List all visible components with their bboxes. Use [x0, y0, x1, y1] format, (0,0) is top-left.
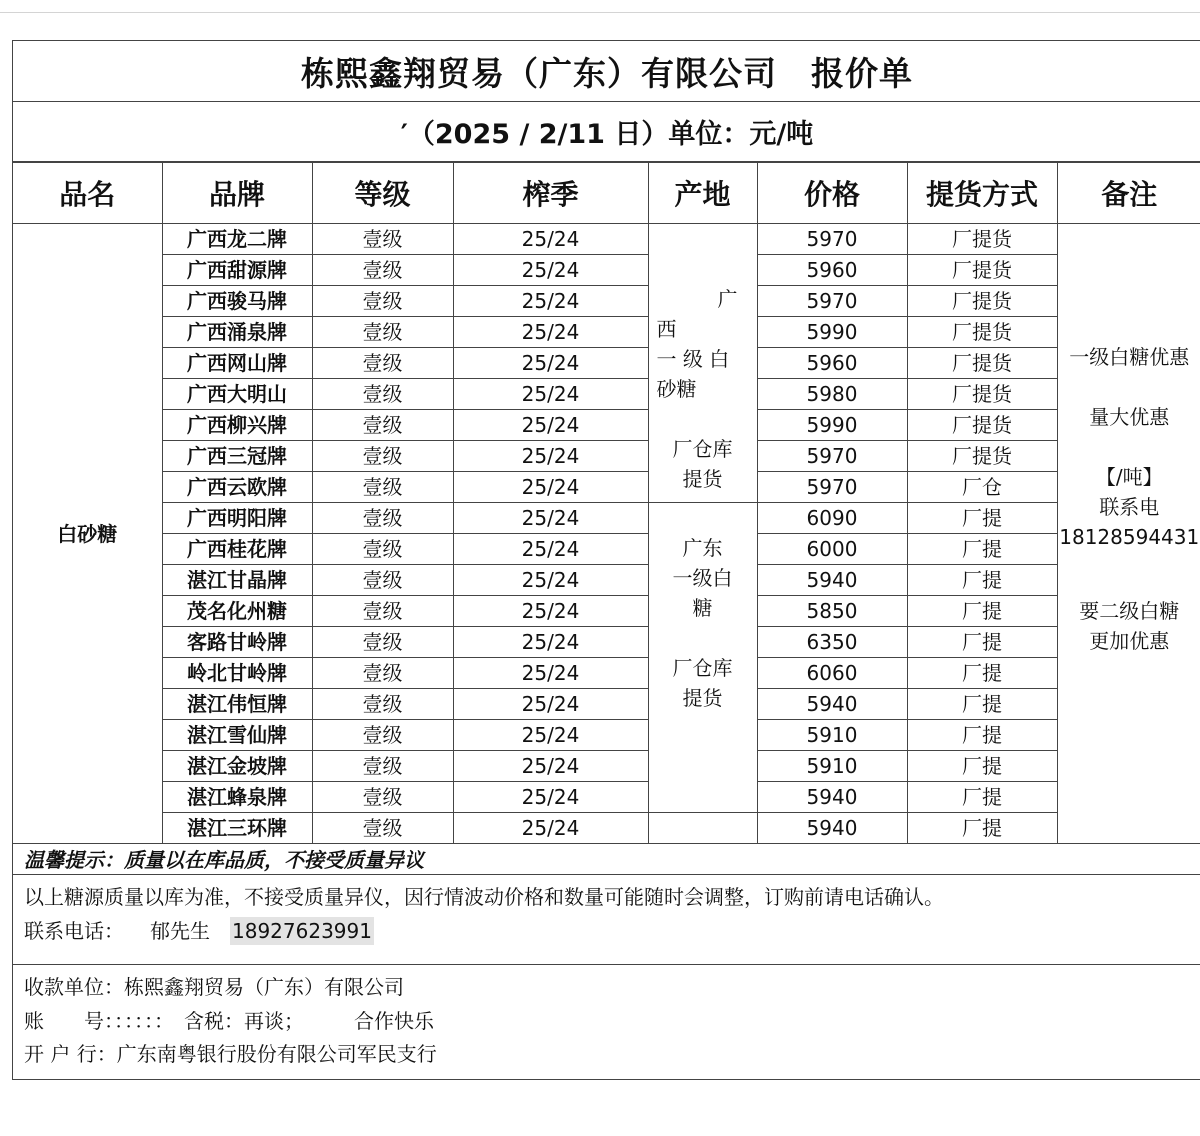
price-cell: 5980	[757, 379, 907, 410]
grade-cell: 壹级	[312, 751, 453, 782]
table-row	[13, 379, 1200, 410]
header-price: 价格	[757, 163, 907, 224]
grade-cell: 壹级	[312, 255, 453, 286]
date-unit-line: ′（2025 / 2/11 日）单位：元/吨	[13, 102, 1200, 162]
contact-line	[24, 915, 374, 944]
price-cell: 5960	[757, 255, 907, 286]
bank-branch-line: 开 户 行：广东南粤银行股份有限公司军民支行	[24, 1042, 437, 1066]
pickup-cell: 厂提	[907, 689, 1057, 720]
pickup-cell: 厂提货	[907, 224, 1057, 255]
price-cell: 5940	[757, 565, 907, 596]
brand-cell: 湛江蜂泉牌	[162, 782, 312, 813]
price-cell: 5970	[757, 441, 907, 472]
remark-line: 联系电	[1099, 494, 1160, 519]
brand-cell: 广西骏马牌	[162, 286, 312, 317]
origin-guangxi-text: 西	[656, 317, 677, 341]
header-row	[13, 163, 1200, 224]
price-cell: 5960	[757, 348, 907, 379]
notice-text: 以上糖源质量以库为准，不接受质量异仪，因行情波动价格和数量可能随时会调整，订购前请电话确认。	[24, 885, 944, 909]
origin-guangdong-text: 一级白	[672, 566, 733, 590]
brand-cell: 广西龙二牌	[162, 224, 312, 255]
table-row	[13, 503, 1200, 534]
season-cell: 25/24	[453, 441, 648, 472]
pickup-cell: 厂提	[907, 534, 1057, 565]
grade-cell: 壹级	[312, 627, 453, 658]
brand-cell: 客路甘岭牌	[162, 627, 312, 658]
brand-cell: 广西甜源牌	[162, 255, 312, 286]
origin-guangxi-text: 广	[717, 287, 738, 311]
price-cell: 5990	[757, 410, 907, 441]
brand-cell: 湛江三环牌	[162, 813, 312, 844]
header-remarks: 备注	[1057, 163, 1200, 224]
season-cell: 25/24	[453, 565, 648, 596]
origin-guangxi-text: 一 级 白	[656, 347, 730, 371]
pickup-cell: 厂提	[907, 596, 1057, 627]
brand-cell: 广西涌泉牌	[162, 317, 312, 348]
table-row	[13, 255, 1200, 286]
grade-cell: 壹级	[312, 596, 453, 627]
season-cell: 25/24	[453, 286, 648, 317]
remark-line: 要二级白糖	[1079, 598, 1180, 623]
bank-section	[13, 965, 1200, 1081]
season-cell: 25/24	[453, 751, 648, 782]
warm-tip: 温馨提示：质量以在库品质，不接受质量异议	[13, 847, 1200, 875]
grade-cell: 壹级	[312, 224, 453, 255]
season-cell: 25/24	[453, 224, 648, 255]
brand-cell: 广西柳兴牌	[162, 410, 312, 441]
season-cell: 25/24	[453, 720, 648, 751]
table-row	[13, 286, 1200, 317]
season-cell: 25/24	[453, 317, 648, 348]
table-row	[13, 472, 1200, 503]
price-cell: 6000	[757, 534, 907, 565]
brand-cell: 湛江甘晶牌	[162, 565, 312, 596]
header-pickup: 提货方式	[907, 163, 1057, 224]
notes-section	[13, 875, 1200, 965]
season-cell: 25/24	[453, 255, 648, 286]
remark-line: 更加优惠	[1089, 628, 1170, 653]
brand-cell: 广西桂花牌	[162, 534, 312, 565]
top-divider	[0, 12, 1200, 13]
contact-phone: 18927623991	[232, 919, 372, 943]
header-origin: 产地	[648, 163, 757, 224]
remark-line: 量大优惠	[1089, 404, 1170, 429]
season-cell: 25/24	[453, 410, 648, 441]
price-cell: 5940	[757, 813, 907, 844]
contact-name: 郁先生	[150, 919, 210, 943]
season-cell: 25/24	[453, 813, 648, 844]
season-cell: 25/24	[453, 379, 648, 410]
table-row	[13, 441, 1200, 472]
table-row	[13, 658, 1200, 689]
brand-cell: 湛江金坡牌	[162, 751, 312, 782]
table-row	[13, 689, 1200, 720]
price-cell: 6090	[757, 503, 907, 534]
grade-cell: 壹级	[312, 565, 453, 596]
price-cell: 5940	[757, 782, 907, 813]
pickup-cell: 厂提货	[907, 348, 1057, 379]
table-row	[13, 627, 1200, 658]
season-cell: 25/24	[453, 596, 648, 627]
brand-cell: 广西云欧牌	[162, 472, 312, 503]
price-cell: 5910	[757, 751, 907, 782]
origin-guangdong-text: 厂仓库	[672, 656, 733, 680]
price-cell: 5910	[757, 720, 907, 751]
pickup-cell: 厂提货	[907, 286, 1057, 317]
header-grade: 等级	[312, 163, 453, 224]
pickup-cell: 厂提	[907, 658, 1057, 689]
pickup-cell: 厂提	[907, 813, 1057, 844]
season-cell: 25/24	[453, 472, 648, 503]
header-brand: 品牌	[162, 163, 312, 224]
product-name-cell: 白砂糖	[13, 224, 162, 844]
remarks-cell	[1057, 224, 1200, 844]
remark-line: 【/吨】	[1095, 464, 1163, 489]
origin-empty-cell	[648, 813, 757, 844]
table-row	[13, 565, 1200, 596]
quotation-title: 栋熙鑫翔贸易（广东）有限公司 报价单	[13, 41, 1200, 102]
brand-cell: 广西明阳牌	[162, 503, 312, 534]
season-cell: 25/24	[453, 689, 648, 720]
table-row	[13, 751, 1200, 782]
grade-cell: 壹级	[312, 379, 453, 410]
grade-cell: 壹级	[312, 720, 453, 751]
pickup-cell: 厂提货	[907, 410, 1057, 441]
brand-cell: 广西网山牌	[162, 348, 312, 379]
brand-cell: 茂名化州糖	[162, 596, 312, 627]
price-cell: 5850	[757, 596, 907, 627]
grade-cell: 壹级	[312, 441, 453, 472]
origin-guangxi-text: 厂仓库	[672, 437, 733, 461]
pickup-cell: 厂提	[907, 751, 1057, 782]
table-row	[13, 348, 1200, 379]
pickup-cell: 厂提货	[907, 317, 1057, 348]
origin-guangdong-text: 提货	[682, 686, 723, 710]
origin-guangdong-cell	[648, 503, 757, 813]
remark-line: 一级白糖优惠	[1069, 344, 1190, 369]
grade-cell: 壹级	[312, 658, 453, 689]
season-cell: 25/24	[453, 534, 648, 565]
brand-cell: 广西三冠牌	[162, 441, 312, 472]
origin-guangxi-text: 砂糖	[656, 377, 697, 401]
table-row	[13, 317, 1200, 348]
price-table	[13, 162, 1200, 844]
table-row	[13, 410, 1200, 441]
grade-cell: 壹级	[312, 503, 453, 534]
pickup-cell: 厂提	[907, 565, 1057, 596]
remark-line: 18128594431	[1059, 524, 1200, 549]
table-row	[13, 596, 1200, 627]
brand-cell: 湛江伟恒牌	[162, 689, 312, 720]
origin-guangxi-text: 提货	[682, 467, 723, 491]
grade-cell: 壹级	[312, 689, 453, 720]
season-cell: 25/24	[453, 627, 648, 658]
table-row	[13, 813, 1200, 844]
account-line: 账 号：：：：：： 含税：再谈； 合作快乐	[24, 1009, 434, 1033]
pickup-cell: 厂提	[907, 627, 1057, 658]
price-cell: 5970	[757, 472, 907, 503]
pickup-cell: 厂仓	[907, 472, 1057, 503]
contact-label: 联系电话：	[24, 919, 124, 943]
season-cell: 25/24	[453, 503, 648, 534]
payee-line: 收款单位：栋熙鑫翔贸易（广东）有限公司	[24, 975, 404, 999]
grade-cell: 壹级	[312, 534, 453, 565]
header-season: 榨季	[453, 163, 648, 224]
price-cell: 5990	[757, 317, 907, 348]
origin-guangxi-cell	[648, 224, 757, 503]
season-cell: 25/24	[453, 348, 648, 379]
brand-cell: 广西大明山	[162, 379, 312, 410]
price-cell: 6350	[757, 627, 907, 658]
table-row	[13, 782, 1200, 813]
pickup-cell: 厂提	[907, 503, 1057, 534]
origin-guangdong-text: 广东	[682, 536, 723, 560]
grade-cell: 壹级	[312, 472, 453, 503]
table-row	[13, 224, 1200, 255]
price-cell: 5940	[757, 689, 907, 720]
origin-guangdong-text: 糖	[692, 596, 713, 620]
grade-cell: 壹级	[312, 348, 453, 379]
grade-cell: 壹级	[312, 317, 453, 348]
grade-cell: 壹级	[312, 286, 453, 317]
brand-cell: 湛江雪仙牌	[162, 720, 312, 751]
price-cell: 5970	[757, 224, 907, 255]
quotation-sheet	[12, 40, 1200, 1080]
pickup-cell: 厂提	[907, 782, 1057, 813]
header-product: 品名	[13, 163, 162, 224]
price-cell: 6060	[757, 658, 907, 689]
pickup-cell: 厂提	[907, 720, 1057, 751]
season-cell: 25/24	[453, 782, 648, 813]
remarks-text-block	[1058, 342, 1200, 656]
season-cell: 25/24	[453, 658, 648, 689]
price-cell: 5970	[757, 286, 907, 317]
table-row	[13, 720, 1200, 751]
pickup-cell: 厂提货	[907, 441, 1057, 472]
grade-cell: 壹级	[312, 410, 453, 441]
pickup-cell: 厂提货	[907, 255, 1057, 286]
grade-cell: 壹级	[312, 782, 453, 813]
brand-cell: 岭北甘岭牌	[162, 658, 312, 689]
table-row	[13, 534, 1200, 565]
grade-cell: 壹级	[312, 813, 453, 844]
pickup-cell: 厂提货	[907, 379, 1057, 410]
